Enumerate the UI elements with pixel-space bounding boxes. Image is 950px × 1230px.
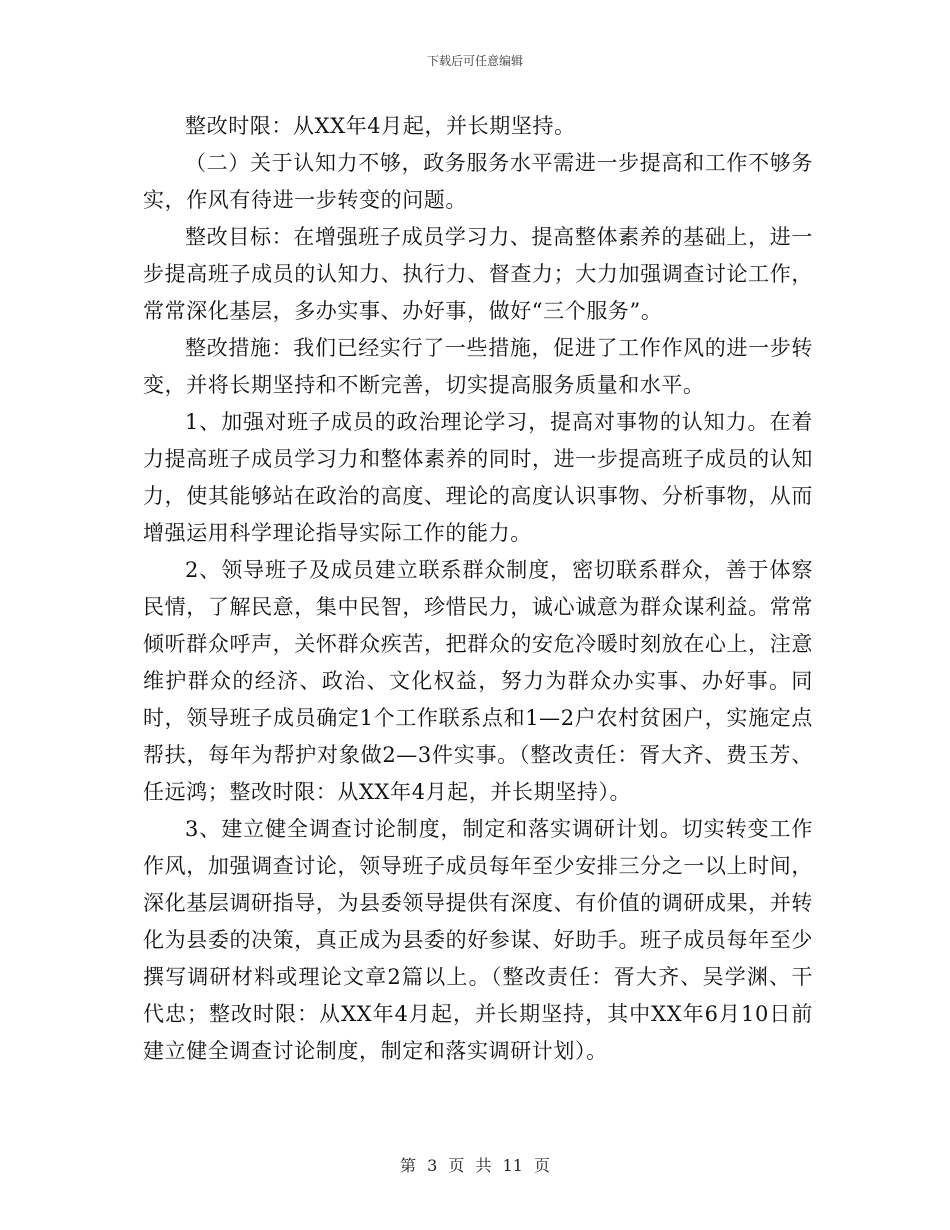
paragraph-section-two-title: （二）关于认知力不够，政务服务水平需进一步提高和工作不够务实，作风有待进一步转变的问题。	[143, 151, 813, 212]
paragraph-measures: 整改措施：我们已经实行了一些措施，促进了工作作风的进一步转变，并将长期坚持和不断完善，切实提高服务质量和水平。	[143, 336, 813, 397]
paragraph-deadline: 整改时限：从XX年4月起，并长期坚持。	[185, 114, 576, 138]
paragraph-item-2: 2、领导班子及成员建立联系群众制度，密切联系群众，善于体察民情，了解民意，集中民智，珍惜民力，诚心诚意为群众谋利益。常常倾听群众呼声，关怀群众疾苦，把群众的安危冷暖时刻放在心上，注意维护群众的经济、政治、文化权益，努力为群众办实事、办好事。同时，领导班子成员确定1个工作联系点和1—2户农村贫困户，实施定点帮扶，每年为帮护对象做2—3件实事。（整改责任：胥大齐、费玉芳、任远鸿；整改时限：从XX年4月起，并长期坚持）。	[143, 558, 813, 804]
document-body	[143, 108, 813, 1070]
paragraph-item-3: 3、建立健全调查讨论制度，制定和落实调研计划。切实转变工作作风，加强调查讨论，领导班子成员每年至少安排三分之一以上时间，深化基层调研指导，为县委领导提供有深度、有价值的调研成果，并转化为县委的决策，真正成为县委的好参谋、好助手。班子成员每年至少撰写调研材料或理论文章2篇以上。（整改责任：胥大齐、吴学渊、干代忠；整改时限：从XX年4月起，并长期坚持，其中XX年6月10日前建立健全调查讨论制度，制定和落实调研计划）。	[143, 817, 813, 1063]
paragraph-goal: 整改目标：在增强班子成员学习力、提高整体素养的基础上，进一步提高班子成员的认知力、执行力、督查力；大力加强调查讨论工作，常常深化基层，多办实事、办好事，做好“三个服务”。	[143, 225, 813, 323]
page-number-footer: 第 3 页 共 11 页	[400, 1156, 550, 1175]
page-header: 下载后可任意编辑	[426, 54, 523, 68]
paragraph-item-1: 1、加强对班子成员的政治理论学习，提高对事物的认知力。在着力提高班子成员学习力和整体素养的同时，进一步提高班子成员的认知力，使其能够站在政治的高度、理论的高度认识事物、分析事物，从而增强运用科学理论指导实际工作的能力。	[143, 410, 813, 545]
